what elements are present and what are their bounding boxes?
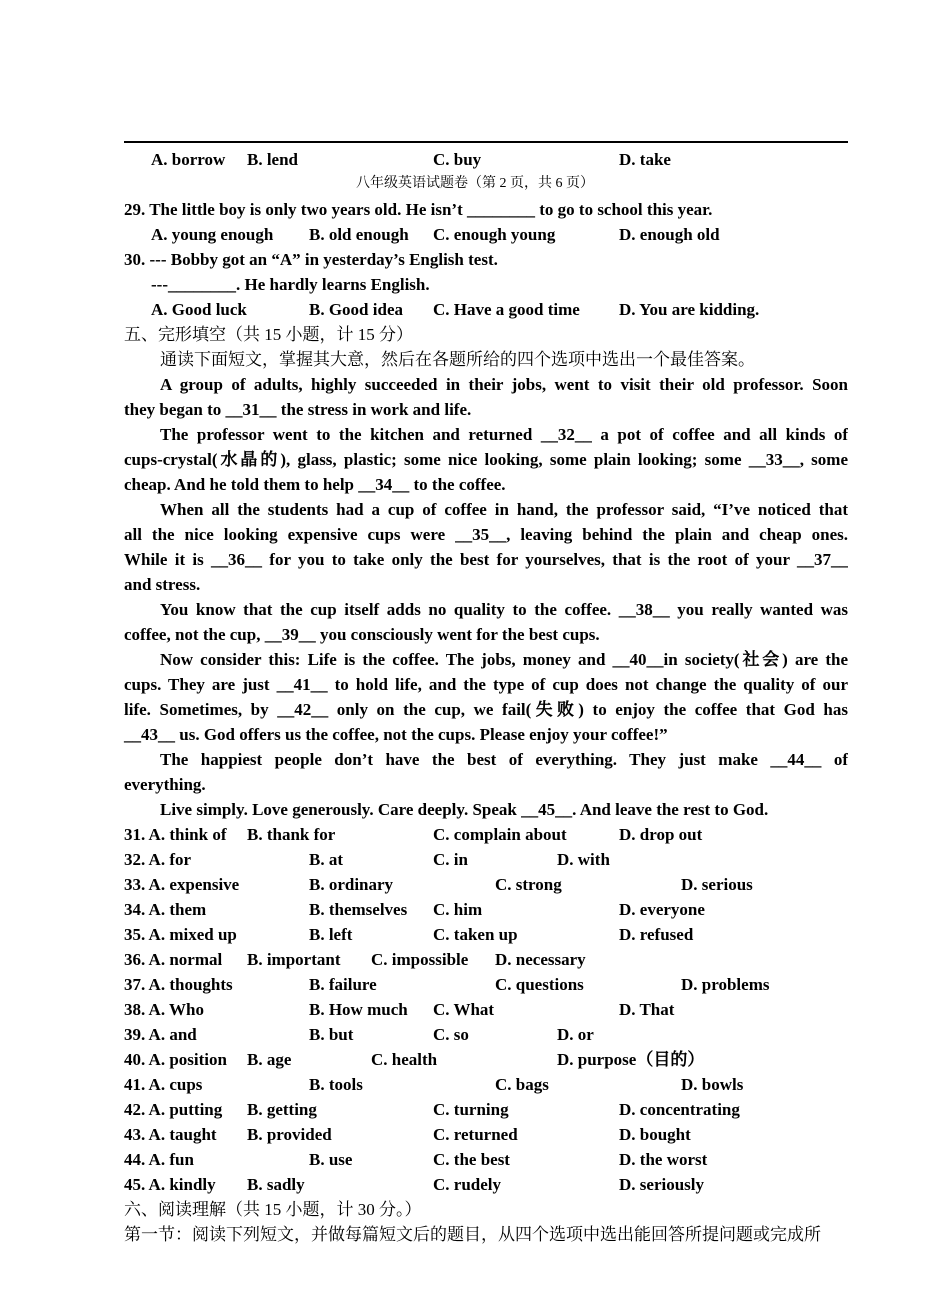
answer-option: C. bags [495,1075,549,1094]
passage-line: You know that the cup itself adds no quality to the coffee. __38__ you really wanted was [160,600,848,619]
answer-option: 37. A. thoughts [124,975,233,994]
section6-part1: 第一节：阅读下列短文，并做每篇短文后的题目，从四个选项中选出能回答所提问题或完成所 [124,1225,821,1244]
answer-option: 32. A. for [124,850,192,869]
q28-option-c: C. buy [433,150,482,169]
answer-option: B. important [247,950,341,969]
answer-option: B. How much [309,1000,408,1019]
answer-option: 35. A. mixed up [124,925,237,944]
passage-line: Now consider this: Life is the coffee. The jobs, money and __40__in society(社会) are the [160,650,848,669]
answer-row-44 [124,1147,848,1172]
answer-option: D. problems [681,975,770,994]
answer-row-40 [124,1047,848,1072]
answer-option: C. turning [433,1100,509,1119]
answer-option: D. drop out [619,825,703,844]
q28-option-a: A. borrow [151,150,226,169]
q30-option-d: D. You are kidding. [619,300,760,319]
passage-line: While it is __36__ for you to take only the best for yourselves, that is the root of your __37__ [124,550,848,569]
answer-option: 34. A. them [124,900,207,919]
answer-row-42 [124,1097,848,1122]
answer-option: 41. A. cups [124,1075,203,1094]
answer-row-39 [124,1022,848,1047]
passage-line: everything. [124,775,206,794]
q30-reply: ---________. He hardly learns English. [151,275,430,294]
answer-option: 40. A. position [124,1050,227,1069]
answer-option: C. taken up [433,925,518,944]
answer-option: B. left [309,925,353,944]
answer-row-31 [124,822,848,847]
answer-row-33 [124,872,848,897]
passage-line: The happiest people don’t have the best of everything. They just make __44__ of [160,750,848,769]
q29-options [124,222,848,247]
passage-line: coffee, not the cup, __39__ you consciously went for the best cups. [124,625,600,644]
answer-row-43 [124,1122,848,1147]
passage-line: Live simply. Love generously. Care deeply. Speak __45__. And leave the rest to God. [160,800,769,819]
passage-line: __43__ us. God offers us the coffee, not the cups. Please enjoy your coffee!” [124,725,668,744]
answer-option: D. That [619,1000,675,1019]
answer-option: D. concentrating [619,1100,740,1119]
answer-option: C. strong [495,875,562,894]
section5-heading: 五、完形填空（共 15 小题，计 15 分） [124,325,413,344]
passage-line: they began to __31__ the stress in work and life. [124,400,472,419]
answer-option: B. failure [309,975,377,994]
answer-row-45 [124,1172,848,1197]
answer-row-35 [124,922,848,947]
answer-option: 45. A. kindly [124,1175,216,1194]
passage-line: The professor went to the kitchen and returned __32__ a pot of coffee and all kinds of [160,425,848,444]
q30-option-b: B. Good idea [309,300,403,319]
answer-option: B. provided [247,1125,332,1144]
answer-option: C. impossible [371,950,469,969]
answer-option: B. thank for [247,825,336,844]
answer-option: D. the worst [619,1150,708,1169]
answer-row-36 [124,947,848,972]
passage-line: life. Sometimes, by __42__ only on the cup, we fail(失败) to enjoy the coffee that God has [124,700,848,719]
answer-option: C. the best [433,1150,510,1169]
answer-option: 38. A. Who [124,1000,204,1019]
answer-option: C. questions [495,975,584,994]
q30-option-c: C. Have a good time [433,300,580,319]
passage-line: A group of adults, highly succeeded in their jobs, went to visit their old professor. Soon [160,375,848,394]
q30-option-a: A. Good luck [151,300,247,319]
answer-row-41 [124,1072,848,1097]
answer-option: D. with [557,850,610,869]
answer-option: D. bought [619,1125,691,1144]
q29-option-d: D. enough old [619,225,720,244]
answer-option: D. bowls [681,1075,744,1094]
answer-option: 36. A. normal [124,950,223,969]
q30-stem: 30. --- Bobby got an “A” in yesterday’s English test. [124,250,498,269]
q29-option-c: C. enough young [433,225,556,244]
section6-heading: 六、阅读理解（共 15 小题，计 30 分。） [124,1200,422,1219]
answer-option: 39. A. and [124,1025,197,1044]
answer-option: C. health [371,1050,438,1069]
answer-row-32 [124,847,848,872]
answer-option: D. purpose（目的） [557,1050,705,1069]
answer-option: B. age [247,1050,292,1069]
answer-row-34 [124,897,848,922]
answer-option: B. use [309,1150,353,1169]
answer-option: B. themselves [309,900,408,919]
section5-instruction: 通读下面短文，掌握其大意，然后在各题所给的四个选项中选出一个最佳答案。 [160,350,755,369]
q29-option-b: B. old enough [309,225,409,244]
passage-line: cups. They are just __41__ to hold life, and the type of cup does not change the quality of our [124,675,848,694]
passage-line: cheap. And he told them to help __34__ to the coffee. [124,475,506,494]
q29-stem: 29. The little boy is only two years old. He isn’t ________ to go to school this year. [124,200,713,219]
answer-option: D. seriously [619,1175,704,1194]
answer-option: C. complain about [433,825,567,844]
passage-line: all the nice looking expensive cups were __35__, leaving behind the plain and cheap ones. [124,525,848,544]
q30-options [124,297,848,322]
answer-option: D. refused [619,925,694,944]
answer-option: C. returned [433,1125,518,1144]
answer-option: B. at [309,850,343,869]
answer-option: C. so [433,1025,469,1044]
answer-option: 33. A. expensive [124,875,240,894]
answer-option: D. or [557,1025,594,1044]
answer-row-37 [124,972,848,997]
answer-option: C. rudely [433,1175,501,1194]
answer-option: 42. A. putting [124,1100,223,1119]
answer-row-38 [124,997,848,1022]
passage-line: When all the students had a cup of coffee in hand, the professor said, “I’ve noticed that [160,500,848,519]
passage-line: cups-crystal(水晶的), glass, plastic; some nice looking, some plain looking; some __33__, some [124,450,848,469]
top-rule [124,141,848,143]
page-footer: 八年级英语试题卷（第 2 页，共 6 页） [356,176,594,191]
q28-option-b: B. lend [247,150,299,169]
answer-option: 31. A. think of [124,825,227,844]
answer-option: C. in [433,850,468,869]
answer-option: B. getting [247,1100,317,1119]
answer-option: D. necessary [495,950,586,969]
q28-option-d: D. take [619,150,671,169]
answer-option: C. What [433,1000,495,1019]
answer-option: D. everyone [619,900,705,919]
answer-option: B. ordinary [309,875,394,894]
answer-option: D. serious [681,875,753,894]
passage-line: and stress. [124,575,201,594]
answer-option: B. tools [309,1075,363,1094]
answer-option: 44. A. fun [124,1150,194,1169]
q28-options [124,147,848,172]
answer-option: B. but [309,1025,354,1044]
answer-option: B. sadly [247,1175,305,1194]
q29-option-a: A. young enough [151,225,274,244]
answer-option: 43. A. taught [124,1125,217,1144]
answer-option: C. him [433,900,483,919]
